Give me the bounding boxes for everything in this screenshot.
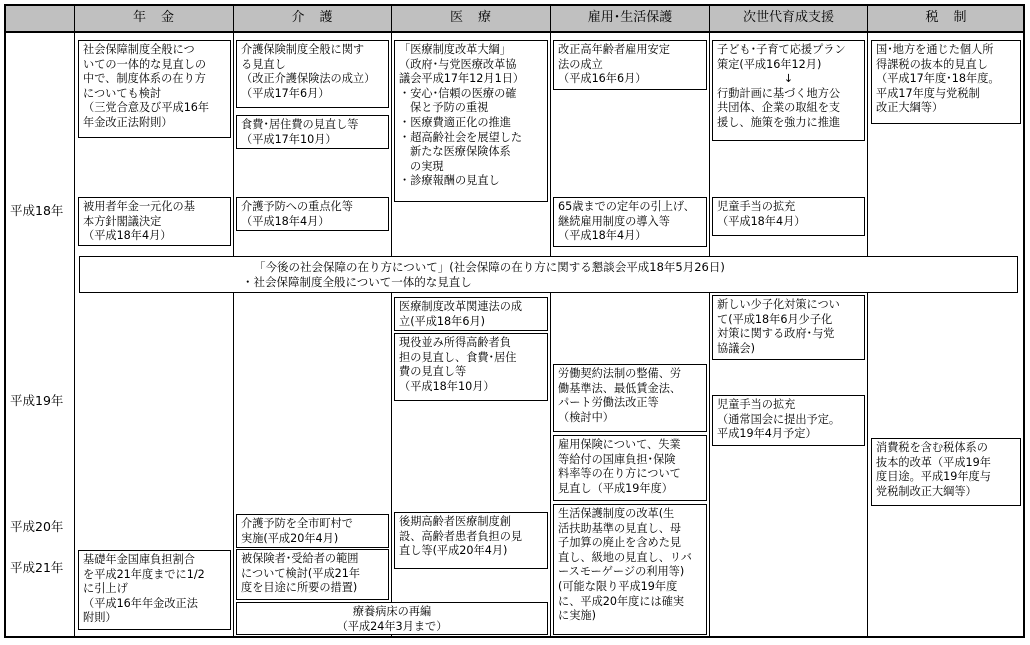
nextgen-box-childcare-plan — [712, 40, 865, 141]
box-text-line: （平成18年4月） — [717, 214, 806, 228]
box-text-line: 新しい少子化対策につい — [717, 298, 840, 311]
box-text-line: 議会平成17年12月1日） — [399, 72, 525, 86]
box-text-line: 社会保障制度全般につ — [83, 43, 195, 56]
box-text-line: 設、高齢者患者負担の見 — [399, 529, 523, 543]
box-text-line: 子ども･子育て応援プラン — [717, 43, 846, 56]
box-text-line: （平成17年6月） — [241, 86, 330, 100]
box-text-line: 度目途。平成19年度与 — [876, 470, 991, 484]
box-text-line: ・医療費適正化の推進 — [399, 115, 511, 129]
box-text-line: 改正大綱等） — [876, 101, 944, 115]
box-text-line: 党税制改正大綱等） — [876, 484, 977, 498]
box-text-line: 雇用保険について、失業 — [558, 438, 681, 451]
box-text-line: ・診療報酬の見直し — [399, 174, 500, 188]
box-text-line: （平成24年3月まで） — [336, 619, 448, 633]
box-text-line: ・安心･信頼の医療の確 — [399, 86, 517, 100]
year-label-h18: 平成18年 — [10, 203, 64, 218]
box-text-line: 労働契約法制の整備、労 — [558, 367, 682, 380]
box-text-line: 実施(平成20年4月) — [241, 531, 339, 545]
box-text-line: 子加算の廃止を含めた見 — [558, 536, 682, 550]
box-text-line: 被保険者･受給者の範囲 — [241, 552, 359, 565]
box-text-line: （三党合意及び平成16年 — [83, 101, 210, 115]
box-text-line: 医療制度改革関連法の成 — [399, 300, 523, 313]
employment-box-employment-insurance — [553, 435, 707, 501]
box-text-line: 現役並み所得高齢者負 — [399, 336, 511, 349]
box-text-line: 消費税を含む税体系の — [876, 441, 988, 454]
year-label-h21: 平成21年 — [10, 560, 64, 575]
box-text-line: 介護予防を全市町村で — [241, 517, 353, 530]
box-text-line: 保と予防の重視 — [410, 101, 489, 115]
medical-box-reform-outline — [394, 40, 548, 202]
box-text-line: を平成21年度までに1/2 — [83, 567, 205, 581]
box-text-line: ↓ — [783, 72, 794, 86]
box-text-line: 生活保護制度の改革(生 — [558, 507, 675, 520]
box-text-line: （政府･与党医療改革協 — [399, 57, 517, 71]
box-text-line: 抜本的改革（平成19年 — [876, 455, 991, 469]
box-text-line: （平成18年4月） — [558, 229, 647, 243]
box-text-line: 働基準法、最低賃金法、 — [558, 381, 682, 395]
box-text-line: （平成16年年金改正法 — [83, 596, 198, 610]
box-text-line: 立(平成18年6月) — [399, 314, 486, 328]
nextgen-box-child-allowance-h18 — [712, 197, 865, 236]
box-text-line: 被用者年金一元化の基 — [83, 200, 195, 213]
care-box-law-revision — [236, 40, 389, 108]
box-text-line: ・超高齢社会を展望した — [399, 130, 523, 144]
box-text-line: （改正介護保険法の成立） — [241, 72, 376, 86]
box-text-line: に引上げ — [83, 582, 128, 596]
medical-box-reform-law — [394, 297, 548, 331]
box-text-line: 療養病床の再編 — [352, 605, 432, 618]
box-text-line: 費の見直し等 — [399, 365, 467, 379]
tax-box-income-tax-review — [871, 40, 1021, 124]
box-text-line: 附則） — [83, 611, 117, 625]
box-text-line: 中で、制度体系の在り方 — [83, 72, 206, 86]
box-text-line: 国･地方を通じた個人所 — [876, 43, 994, 56]
box-text-line: パート労働法改正等 — [558, 396, 659, 410]
box-text-line: 児童手当の拡充 — [717, 200, 796, 213]
box-text-line: （平成18年10月） — [399, 379, 495, 393]
box-text-line: 法の成立 — [558, 57, 603, 71]
box-text-line: 介護予防への重点化等 — [241, 200, 353, 213]
year-label-h20: 平成20年 — [10, 519, 64, 534]
box-text-line: 65歳までの定年の引上げ、 — [558, 200, 695, 213]
employment-box-welfare-reform — [553, 504, 707, 635]
box-text-line: 平成17年度与党税制 — [876, 86, 980, 100]
box-text-line: 新たな医療保険体系 — [410, 145, 511, 159]
box-text-line: 料率等の在り方について — [558, 467, 681, 481]
box-text-line: 年金改正法附則） — [83, 115, 173, 129]
box-text-line: 基礎年金国庫負担割合 — [83, 553, 195, 566]
employment-box-labor-contract — [553, 364, 707, 432]
box-text-line: についても検討 — [83, 86, 162, 100]
box-text-line: （検討中） — [558, 410, 614, 424]
box-text-line: （平成17年10月） — [241, 132, 337, 146]
box-text-line: 直し等(平成20年4月) — [399, 544, 508, 558]
box-text-line: 「医療制度改革大綱」 — [399, 43, 511, 56]
box-text-line: 活扶助基準の見直し、母 — [558, 521, 682, 535]
care-medical-box-sanatorium-beds — [236, 602, 548, 635]
care-box-food-housing — [236, 115, 389, 149]
pension-box-national-burden — [78, 550, 231, 630]
box-text-line: に実施) — [558, 609, 596, 623]
year-label-h19: 平成19年 — [10, 393, 64, 408]
box-text-line: 継続雇用制度の導入等 — [558, 214, 670, 228]
box-text-line: ースモーゲージの利用等) — [558, 565, 685, 579]
box-text-line: の実現 — [410, 159, 444, 173]
box-text-line: 協議会) — [717, 341, 755, 355]
box-text-line: 介護保険制度全般に関す — [241, 43, 365, 56]
box-text-line: に、平成20年度には確実 — [558, 594, 685, 608]
header-care: 介 護 — [291, 10, 334, 25]
header-employment: 雇用･生活保護 — [587, 10, 673, 25]
banner-line-1: 「今後の社会保障の在り方について」(社会保障の在り方に関する懇談会平成18年5月26日) — [254, 260, 725, 274]
pension-box-overall-review — [78, 40, 231, 138]
box-text-line: 改正高年齢者雇用安定 — [558, 43, 670, 56]
box-text-line: 援し、施策を強力に推進 — [717, 115, 841, 129]
care-box-prevention-all-municipalities — [236, 514, 389, 548]
box-text-line: （平成18年4月） — [241, 214, 330, 228]
box-text-line: 担の見直し、食費･居住 — [399, 350, 517, 364]
box-text-line: （通常国会に提出予定。 — [717, 412, 841, 426]
box-text-line: 直し、級地の見直し、リバ — [558, 550, 692, 564]
box-text-line: 度を目途に所要の措置) — [241, 581, 358, 595]
box-text-line: 見直し（平成19年度） — [558, 481, 673, 495]
box-text-line: 行動計画に基づく地方公 — [717, 86, 841, 100]
care-box-prevention — [236, 197, 389, 231]
box-text-line: て(平成18年6月少子化 — [717, 312, 833, 326]
box-text-line: 食費･居住費の見直し等 — [241, 118, 359, 131]
employment-box-retirement-age — [553, 197, 707, 247]
future-social-security-banner — [79, 256, 1018, 293]
box-text-line: 得課税の抜本的見直し — [876, 57, 988, 71]
tax-box-consumption-tax — [871, 438, 1021, 506]
box-text-line: 平成19年4月予定） — [717, 427, 817, 441]
care-box-insured-scope — [236, 549, 389, 600]
employment-box-elderly-employment-law — [553, 40, 707, 90]
box-text-line: （平成17年度･18年度。 — [876, 72, 1000, 86]
medical-box-elderly-burden — [394, 333, 548, 401]
header-pension: 年 金 — [132, 10, 175, 25]
banner-line-2: ・社会保障制度全般について一体的な見直し — [242, 275, 472, 289]
box-text-line: 等給付の国庫負担･保険 — [558, 452, 676, 466]
box-text-line: いての一体的な見直しの — [83, 57, 207, 71]
header-nextgen: 次世代育成支援 — [742, 10, 834, 25]
box-text-line: 本方針閣議決定 — [83, 214, 162, 228]
header-medical: 医 療 — [449, 10, 492, 25]
box-text-line: 児童手当の拡充 — [717, 398, 796, 411]
box-text-line: る見直し — [241, 57, 286, 71]
nextgen-box-child-allowance-h19 — [712, 395, 865, 446]
medical-box-late-elderly-system — [394, 512, 548, 569]
box-text-line: (可能な限り平成19年度 — [558, 579, 678, 593]
box-text-line: （平成16年6月） — [558, 72, 647, 86]
box-text-line: （平成18年4月） — [83, 229, 172, 243]
box-text-line: について検討(平成21年 — [241, 566, 361, 580]
box-text-line: 策定(平成16年12月) — [717, 57, 822, 71]
header-tax: 税 制 — [925, 10, 968, 25]
box-text-line: 後期高齢者医療制度創 — [399, 515, 511, 528]
box-text-line: 対策に関する政府･与党 — [717, 327, 835, 341]
nextgen-box-new-birthrate-policy — [712, 295, 865, 360]
pension-box-unification — [78, 197, 231, 246]
box-text-line: 共団体、企業の取組を支 — [717, 101, 841, 115]
